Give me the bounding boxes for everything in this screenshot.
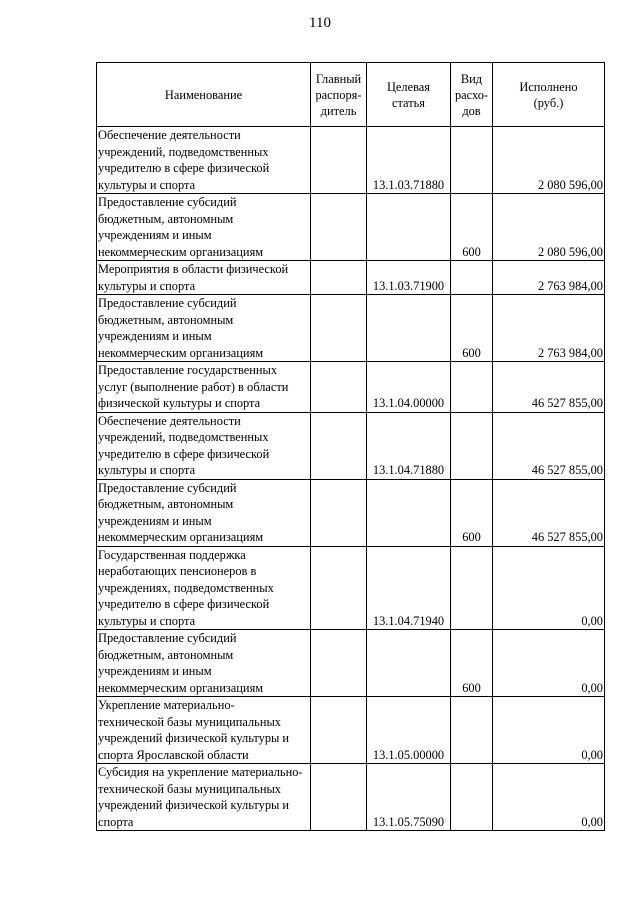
cell-target-article: 13.1.04.00000 — [367, 362, 451, 413]
table-row — [97, 127, 605, 194]
cell-expense-type — [451, 362, 493, 413]
cell-executed-amount: 2 763 984,00 — [493, 261, 605, 295]
table-row — [97, 697, 605, 764]
cell-executed-amount: 0,00 — [493, 697, 605, 764]
cell-target-article — [367, 295, 451, 362]
cell-chief-administrator — [311, 630, 367, 697]
cell-chief-administrator — [311, 764, 367, 831]
cell-chief-administrator — [311, 362, 367, 413]
header-expense-type: Вид расхо- дов — [451, 63, 493, 127]
header-row — [97, 63, 605, 127]
cell-name: Государственная поддержка неработающих пенсионеров в учреждениях, подведомственных учредителю в сфере физической культуры и спорта — [97, 546, 311, 630]
cell-name: Предоставление субсидий бюджетным, автономным учреждениям и иным некоммерческим организациям — [97, 295, 311, 362]
cell-chief-administrator — [311, 697, 367, 764]
cell-executed-amount: 2 080 596,00 — [493, 127, 605, 194]
table-row — [97, 764, 605, 831]
cell-expense-type — [451, 261, 493, 295]
table-row — [97, 630, 605, 697]
table-row — [97, 412, 605, 479]
budget-execution-table — [96, 62, 605, 831]
cell-chief-administrator — [311, 412, 367, 479]
cell-expense-type: 600 — [451, 479, 493, 546]
table-body — [97, 127, 605, 831]
cell-name: Обеспечение деятельности учреждений, подведомственных учредителю в сфере физической культуры и спорта — [97, 127, 311, 194]
cell-executed-amount: 2 080 596,00 — [493, 194, 605, 261]
cell-expense-type: 600 — [451, 295, 493, 362]
cell-target-article: 13.1.04.71880 — [367, 412, 451, 479]
cell-expense-type — [451, 412, 493, 479]
table-header — [97, 63, 605, 127]
cell-name: Укрепление материально- технической базы муниципальных учреждений физической культуры и спорта Ярославской области — [97, 697, 311, 764]
cell-executed-amount: 46 527 855,00 — [493, 479, 605, 546]
cell-target-article: 13.1.05.00000 — [367, 697, 451, 764]
header-target-article: Целевая статья — [367, 63, 451, 127]
table-row — [97, 546, 605, 630]
cell-name: Мероприятия в области физической культуры и спорта — [97, 261, 311, 295]
cell-target-article — [367, 479, 451, 546]
cell-target-article — [367, 630, 451, 697]
table-row — [97, 261, 605, 295]
cell-name: Предоставление субсидий бюджетным, автономным учреждениям и иным некоммерческим организациям — [97, 479, 311, 546]
cell-expense-type — [451, 764, 493, 831]
table-row — [97, 479, 605, 546]
cell-executed-amount: 0,00 — [493, 764, 605, 831]
cell-executed-amount: 46 527 855,00 — [493, 412, 605, 479]
cell-target-article: 13.1.05.75090 — [367, 764, 451, 831]
cell-expense-type — [451, 127, 493, 194]
cell-chief-administrator — [311, 261, 367, 295]
cell-name: Обеспечение деятельности учреждений, подведомственных учредителю в сфере физической культуры и спорта — [97, 412, 311, 479]
header-chief-administrator: Главный распоря- дитель — [311, 63, 367, 127]
table-row — [97, 362, 605, 413]
cell-chief-administrator — [311, 546, 367, 630]
cell-expense-type — [451, 697, 493, 764]
cell-name: Предоставление государственных услуг (выполнение работ) в области физической культуры и спорта — [97, 362, 311, 413]
cell-expense-type: 600 — [451, 630, 493, 697]
cell-expense-type: 600 — [451, 194, 493, 261]
cell-executed-amount: 0,00 — [493, 630, 605, 697]
cell-chief-administrator — [311, 127, 367, 194]
cell-chief-administrator — [311, 479, 367, 546]
cell-target-article — [367, 194, 451, 261]
cell-target-article: 13.1.04.71940 — [367, 546, 451, 630]
cell-chief-administrator — [311, 194, 367, 261]
cell-expense-type — [451, 546, 493, 630]
page-number: 110 — [309, 15, 331, 31]
header-executed-amount: Исполнено (руб.) — [493, 63, 605, 127]
cell-executed-amount: 2 763 984,00 — [493, 295, 605, 362]
cell-target-article: 13.1.03.71880 — [367, 127, 451, 194]
cell-chief-administrator — [311, 295, 367, 362]
cell-name: Предоставление субсидий бюджетным, автономным учреждениям и иным некоммерческим организациям — [97, 194, 311, 261]
cell-executed-amount: 0,00 — [493, 546, 605, 630]
cell-target-article: 13.1.03.71900 — [367, 261, 451, 295]
cell-executed-amount: 46 527 855,00 — [493, 362, 605, 413]
table-row — [97, 295, 605, 362]
table-row — [97, 194, 605, 261]
header-name: Наименование — [97, 63, 311, 127]
cell-name: Субсидия на укрепление материально- технической базы муниципальных учреждений физической культуры и спорта — [97, 764, 311, 831]
cell-name: Предоставление субсидий бюджетным, автономным учреждениям и иным некоммерческим организациям — [97, 630, 311, 697]
